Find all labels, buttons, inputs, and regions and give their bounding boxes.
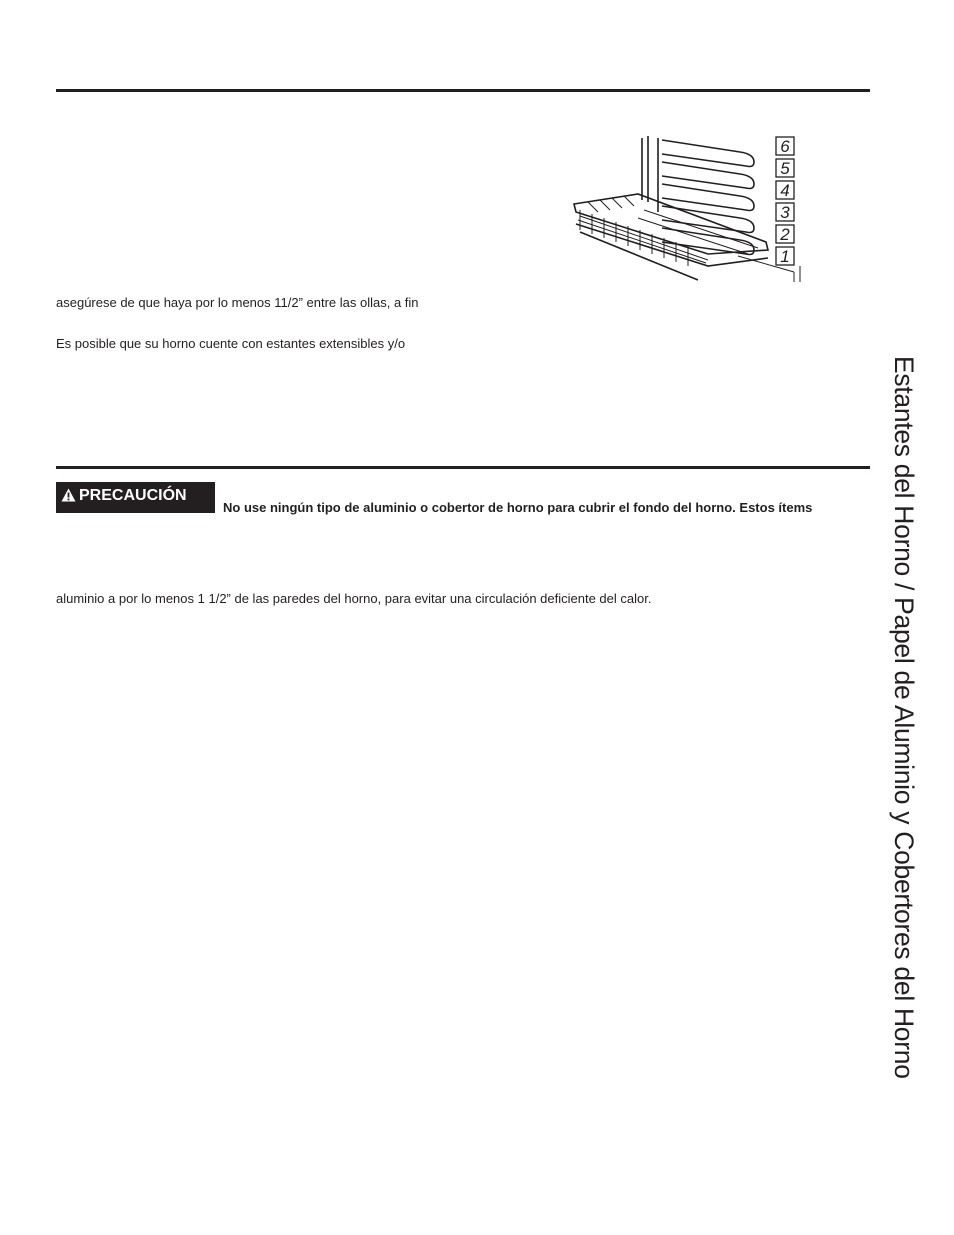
warning-triangle-icon bbox=[61, 488, 76, 502]
rack-position-label: 1 bbox=[780, 247, 790, 266]
rack-position-label: 4 bbox=[780, 181, 790, 200]
body-text-line: asegúrese de que haya por lo menos 11/2” entre las ollas, a fin bbox=[56, 295, 419, 310]
oven-rack-illustration bbox=[558, 132, 808, 284]
caution-label: PRECAUCIÓN bbox=[79, 487, 187, 504]
section-divider bbox=[56, 466, 870, 469]
side-section-title bbox=[884, 356, 924, 1166]
body-text-line: aluminio a por lo menos 1 1/2” de las paredes del horno, para evitar una circulación deficiente del calor. bbox=[56, 591, 652, 606]
caution-text: No use ningún tipo de aluminio o cobertor de horno para cubrir el fondo del horno. Estos ítems bbox=[223, 500, 813, 515]
top-divider bbox=[56, 89, 870, 92]
body-text-line: Es posible que su horno cuente con estantes extensibles y/o bbox=[56, 336, 406, 351]
caution-badge bbox=[56, 482, 215, 513]
rack-position-label: 6 bbox=[780, 137, 790, 156]
rack-position-label: 5 bbox=[780, 159, 790, 178]
side-title-text: Estantes del Horno / Papel de Aluminio y Cobertores del Horno bbox=[889, 356, 919, 1079]
rack-position-label: 2 bbox=[780, 225, 790, 244]
rack-position-label: 3 bbox=[780, 203, 790, 222]
